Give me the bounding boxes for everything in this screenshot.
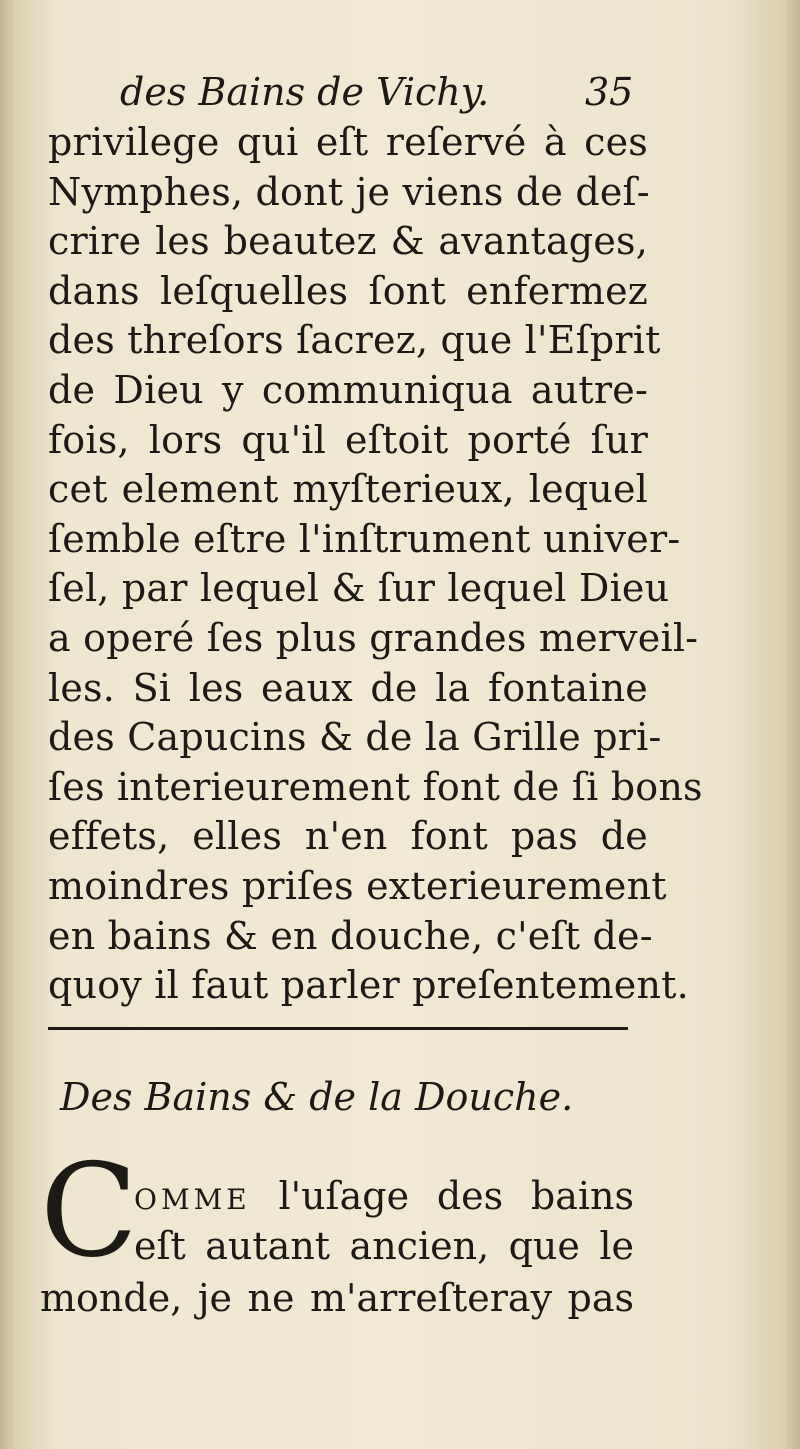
drop-cap: C	[40, 1137, 138, 1286]
text-line: quoy il faut parler preſentement.	[48, 963, 689, 1008]
text-line: Nymphes, dont je viens de deſ-	[48, 169, 650, 214]
first-word-caps: OMME	[134, 1183, 251, 1216]
text-line: crire les beautez & avantages,	[48, 219, 648, 264]
text-line: moindres priſes exterieurement	[48, 863, 667, 908]
page-binding-edge	[0, 0, 14, 1449]
paragraph-line-1-rest: l'uſage des bains	[278, 1174, 634, 1218]
text-line: en bains & en douche, c'eſt de-	[48, 913, 653, 958]
text-line: des Capucins & de la Grille pri-	[48, 715, 662, 760]
paragraph-line-1	[134, 1172, 634, 1224]
text-line: dans leſquelles ſont enfermez	[48, 268, 648, 313]
text-line: ſemble eſtre l'inſtrument univer-	[48, 516, 681, 561]
text-line: les. Si les eaux de la fontaine	[48, 665, 648, 710]
text-line: fois, lors qu'il eſtoit porté ſur	[48, 417, 648, 462]
paragraph-line-2: eſt autant ancien, que le	[134, 1224, 634, 1268]
text-line: ſes interieurement font de ſi bons	[48, 764, 703, 809]
text-line: a operé ſes plus grandes merveil-	[48, 615, 699, 660]
running-title: des Bains de Vichy.	[120, 70, 490, 114]
text-line: cet element myſterieux, lequel	[48, 467, 648, 512]
page-number: 35	[585, 70, 634, 114]
text-line: des threſors ſacrez, que l'Eſprit	[48, 318, 661, 363]
paragraph-line-3: monde, je ne m'arreſteray pas	[40, 1276, 634, 1320]
page-outer-edge	[786, 0, 800, 1449]
running-head	[0, 62, 800, 122]
text-line: ſel, par lequel & ſur lequel Dieu	[48, 566, 670, 611]
text-line: de Dieu y communiqua autre-	[48, 367, 648, 412]
section-divider-rule	[48, 1027, 628, 1030]
section-heading: Des Bains & de la Douche.	[60, 1075, 574, 1119]
text-line: effets, elles n'en font pas de	[48, 814, 648, 859]
body-text	[48, 118, 703, 1011]
text-line: privilege qui eſt reſervé à ces	[48, 120, 648, 164]
